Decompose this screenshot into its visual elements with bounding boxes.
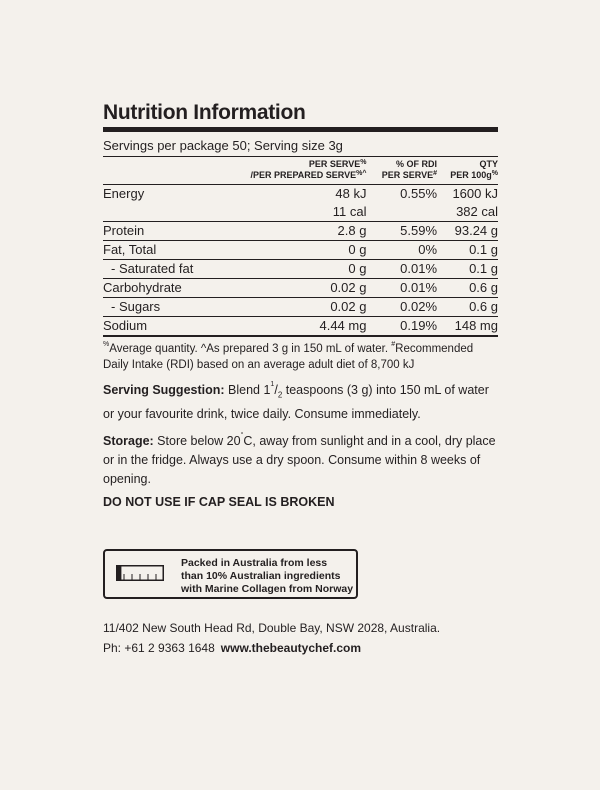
table-row (103, 185, 498, 204)
company-address-block (103, 618, 440, 658)
serving-suggestion: Serving Suggestion: Blend $1^1/_2$ teaspoons (3 g) into 150 mL of water or your favourite drink, twice daily. Consume immediately. (103, 381, 489, 421)
table-row (103, 222, 498, 241)
cap-seal-warning: DO NOT USE IF CAP SEAL IS BROKEN (103, 494, 335, 509)
per-serve-value: 0 g (218, 260, 366, 279)
row-label: Carbohydrate (103, 279, 218, 298)
title-divider (103, 127, 498, 132)
rdi-value (366, 203, 437, 222)
rdi-value: 0.19% (366, 317, 437, 337)
per100-value: 93.24 g (437, 222, 498, 241)
row-label: Fat, Total (103, 241, 218, 260)
table-row (103, 203, 498, 222)
country-of-origin-label (103, 549, 358, 599)
per-serve-value: 2.8 g (218, 222, 366, 241)
per-serve-value: 0 g (218, 241, 366, 260)
nutrition-panel (103, 100, 498, 509)
header-blank (103, 157, 218, 185)
per-serve-value: 0.02 g (218, 279, 366, 298)
nutrition-table (103, 156, 498, 337)
row-label: Sodium (103, 317, 218, 337)
per100-value: 148 mg (437, 317, 498, 337)
per-serve-value: 4.44 mg (218, 317, 366, 337)
rdi-value: 0.55% (366, 185, 437, 204)
panel-title: Nutrition Information (103, 101, 306, 124)
servings-text: Servings per package 50; Serving size 3g (103, 138, 343, 153)
rdi-value: 0.02% (366, 298, 437, 317)
table-header-row (103, 157, 498, 185)
table-row (103, 298, 498, 317)
rdi-value: 0.01% (366, 260, 437, 279)
row-label: - Saturated fat (103, 260, 218, 279)
per-serve-value: 11 cal (332, 204, 367, 219)
per100-value: 0.1 g (437, 241, 498, 260)
rdi-value: 0.01% (366, 279, 437, 298)
rdi-value: 5.59% (366, 222, 437, 241)
table-row (103, 241, 498, 260)
per100-value: 382 cal (456, 204, 498, 219)
per-serve-value: 0.02 g (218, 298, 366, 317)
row-label: - Sugars (103, 298, 218, 317)
per100-value: 0.6 g (437, 279, 498, 298)
header-qty: QTY PER 100g% (437, 157, 498, 185)
table-row (103, 260, 498, 279)
origin-text: Packed in Australia from less than 10% Australian ingredients with Marine Collagen from Norway (181, 557, 354, 595)
row-label: Protein (103, 222, 218, 241)
table-footnote: %Average quantity. ^As prepared 3 g in 150 mL of water. #Recommended Daily Intake (RDI) based on an average adult diet of 8,700 kJ (103, 341, 474, 371)
per-serve-value: 48 kJ (218, 185, 366, 204)
website-link[interactable]: www.thebeautychef.com (220, 641, 362, 655)
phone-text: Ph: +61 2 9363 1648 (103, 641, 215, 655)
row-label (103, 203, 218, 222)
per100-value: 1600 kJ (437, 185, 498, 204)
header-rdi: % OF RDI PER SERVE# (366, 157, 437, 185)
row-label: Energy (103, 185, 218, 204)
serving-suggestion-label: Serving Suggestion: (103, 383, 225, 397)
table-row (103, 317, 498, 337)
header-per-serve: PER SERVE% /PER PREPARED SERVE%^ (218, 157, 366, 185)
table-row (103, 279, 498, 298)
address-text: 11/402 New South Head Rd, Double Bay, NSW 2028, Australia. (103, 621, 441, 635)
per100-value: 0.1 g (437, 260, 498, 279)
storage-instructions: Storage: Store below 20°C, away from sunlight and in a cool, dry place or in the fridge. Always use a dry spoon. Consume within 8 weeks of opening. (103, 431, 496, 486)
rdi-value: 0% (366, 241, 437, 260)
origin-bar-graphic (116, 565, 164, 581)
storage-label: Storage: (103, 433, 154, 448)
per100-value: 0.6 g (437, 298, 498, 317)
